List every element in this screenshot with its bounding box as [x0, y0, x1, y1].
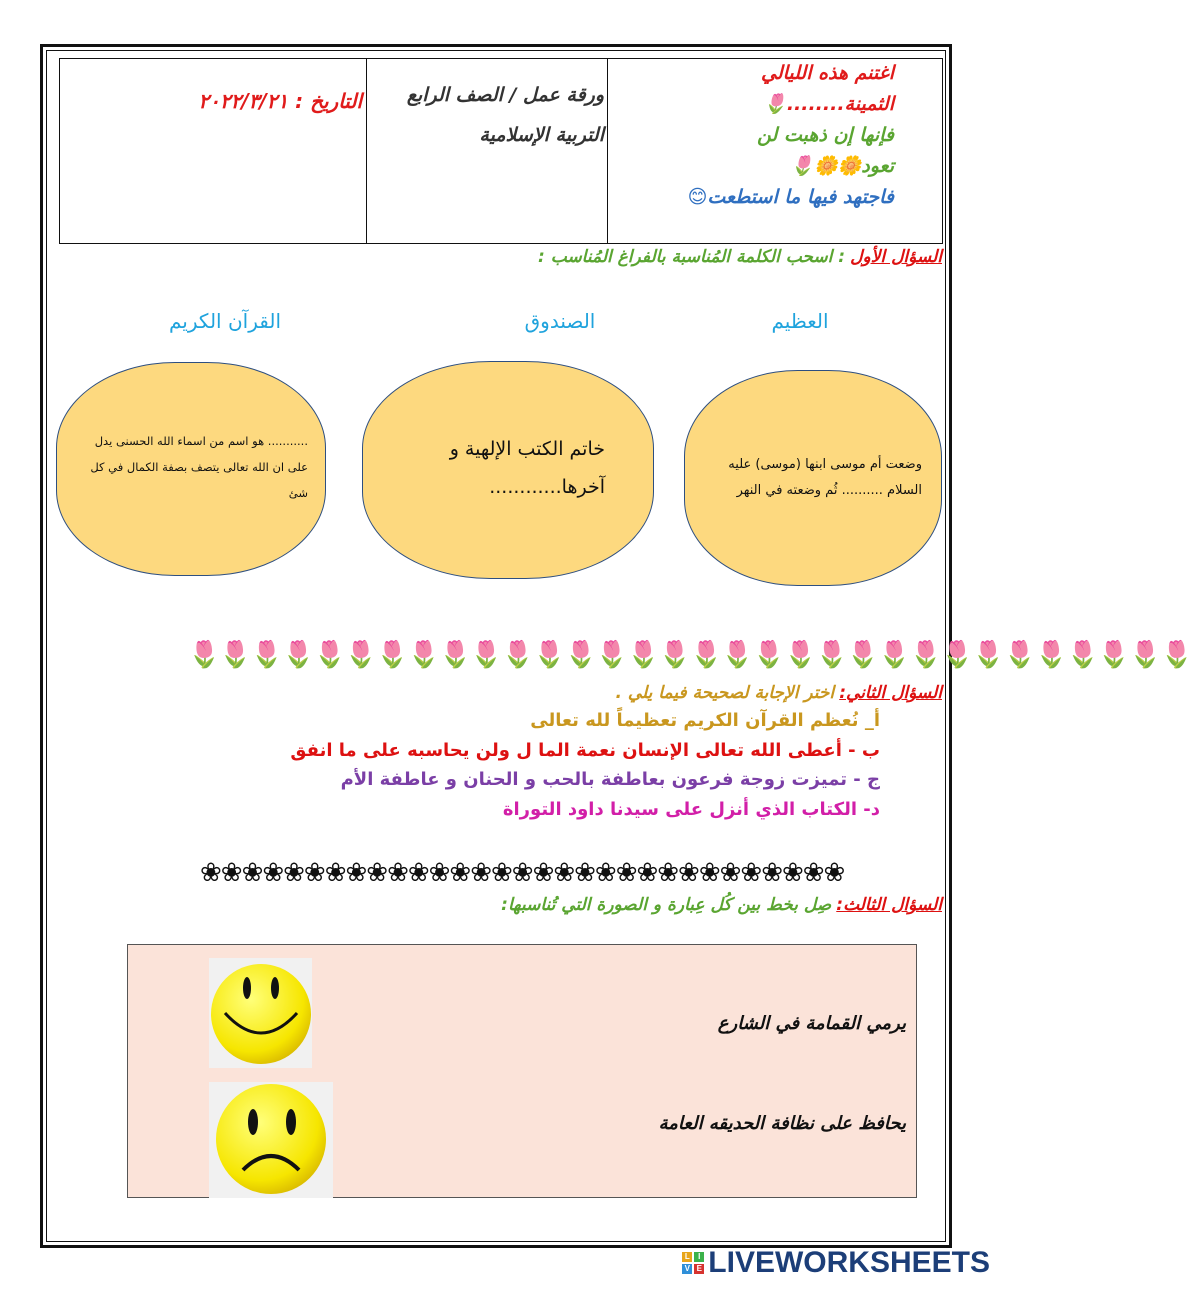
drop-box-text [385, 430, 605, 506]
liveworksheets-logo [682, 1243, 990, 1283]
box-line: ........... هو اسم من اسماء الله الحسنى يدل [94, 434, 308, 448]
drop-box-text [700, 452, 922, 504]
motto-block [612, 58, 894, 213]
drag-word[interactable]: القرآن الكريم [168, 309, 281, 333]
happy-face-image[interactable] [209, 958, 312, 1068]
q2-option[interactable]: د- الكتاب الذي أنزل على سيدنا داود التوراة [502, 799, 880, 820]
q2-option[interactable]: أ_ نُعظم القرآن الكريم تعظيماً لله تعالى [530, 710, 880, 731]
drag-word[interactable]: العظيم [771, 309, 829, 333]
tulip-decoration-row: 🌷🌷🌷🌷🌷🌷🌷🌷🌷🌷🌷🌷🌷🌷🌷🌷🌷🌷🌷🌷🌷🌷🌷🌷🌷🌷🌷🌷🌷🌷🌷🌷 [188, 640, 1192, 670]
q1-instruction: : اسحب الكلمة المُناسبة بالفراغ المُناسب : [538, 247, 846, 267]
brand-icon-tile: V [682, 1264, 692, 1274]
q2-label: السؤال الثاني: [839, 683, 942, 703]
worksheet-title: ورقة عمل / الصف الرابع [406, 84, 604, 106]
brand-icon-tile: L [682, 1252, 692, 1262]
box-line: خاتم الكتب الإلهية و [449, 438, 605, 460]
q2-option[interactable]: ج - تميزت زوجة فرعون بعاطفة بالحب و الحنان و عاطفة الأم [340, 769, 880, 790]
header-divider [607, 58, 608, 244]
q3-heading [400, 895, 942, 915]
brand-name: LIVEWORKSHEETS [708, 1246, 990, 1279]
brand-icon-tile: I [694, 1252, 704, 1262]
q1-heading [440, 247, 942, 267]
q1-label: السؤال الأول [850, 247, 942, 267]
drag-word[interactable]: الصندوق [524, 309, 596, 333]
drop-box-text [74, 428, 308, 506]
q2-instruction: اختر الإجابة لصحيحة فيما يلي . [615, 683, 835, 703]
motto-line: الثمينة........🌷 [763, 93, 894, 115]
header-divider [366, 58, 367, 244]
motto-line: اغتنم هذه الليالي [760, 62, 894, 84]
box-line: السلام .......... ثُم وضعته في النهر [736, 483, 922, 498]
motto-line: فإنها إن ذهبت لن [757, 124, 894, 146]
q2-option[interactable]: ب - أعطى الله تعالى الإنسان نعمة الما ل ولن يحاسبه على ما انفق [290, 740, 880, 761]
motto-line: فاجتهد فيها ما استطعت😊 [687, 186, 894, 208]
brand-icon-tile: E [694, 1264, 704, 1274]
brand-icon [682, 1252, 704, 1274]
box-line: آخرها............ [489, 476, 605, 498]
q3-label: السؤال الثالث: [836, 895, 942, 915]
box-line: شئ [288, 486, 308, 500]
q2-heading [520, 683, 942, 703]
sad-face-icon [209, 1082, 333, 1198]
q3-instruction: صِل بخط بين كُل عِبارة و الصورة التي تُناسبها: [501, 895, 832, 915]
subject-title: التربية الإسلامية [479, 124, 604, 146]
matching-statement[interactable]: يرمي القمامة في الشارع [717, 1013, 906, 1034]
matching-statement[interactable]: يحافظ على نظافة الحديقه العامة [658, 1113, 906, 1134]
flower-decoration-row: ❀❀❀❀❀❀❀❀❀❀❀❀❀❀❀❀❀❀❀❀❀❀❀❀❀❀❀❀❀❀❀ [200, 858, 845, 888]
box-line: وضعت أم موسى ابنها (موسى) عليه [728, 457, 922, 472]
motto-line: تعود🌼🌼🌷 [790, 155, 894, 177]
happy-face-icon [209, 958, 312, 1068]
sad-face-image[interactable] [209, 1082, 333, 1198]
box-line: على ان الله تعالى يتصف بصفة الكمال في كل [90, 460, 308, 474]
date-label: التاريخ : ٢٠٢٢/٣/٢١ [198, 89, 362, 113]
